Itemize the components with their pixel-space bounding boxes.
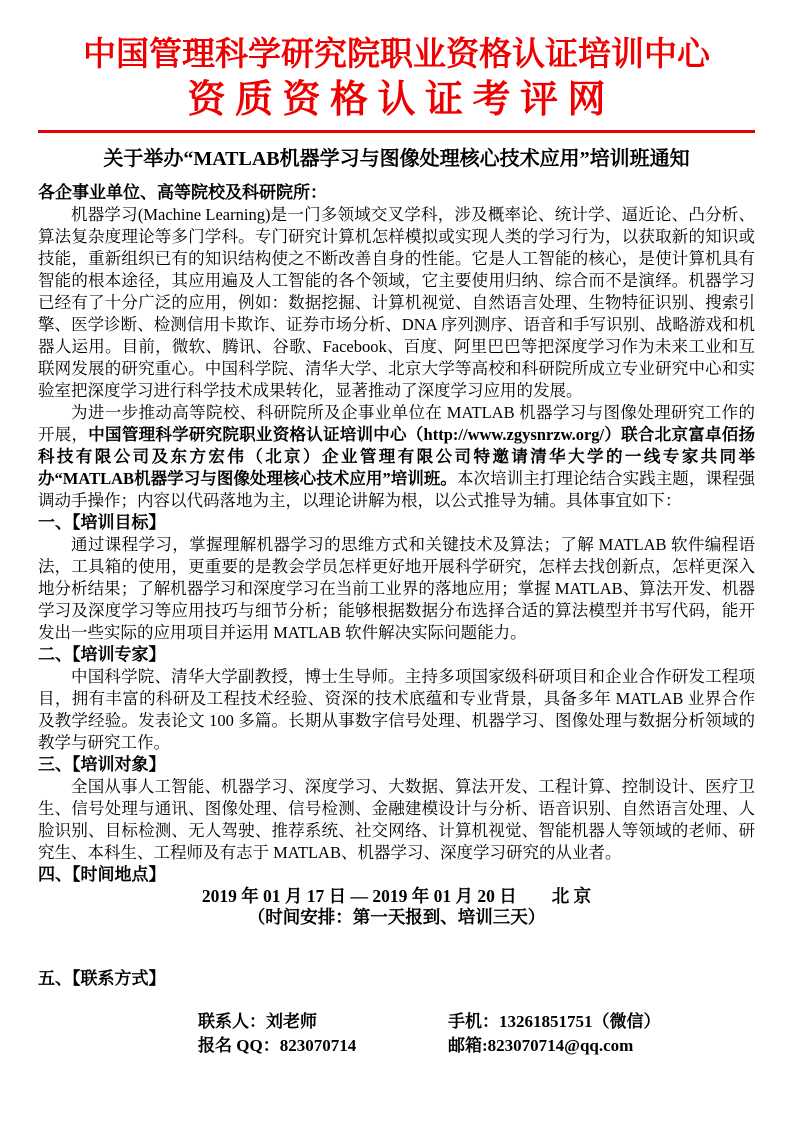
contact-qq: 报名 QQ：823070714	[198, 1035, 357, 1055]
intro-paragraph-2	[38, 402, 755, 512]
section-heading-time-location: 四、【时间地点】	[38, 864, 166, 884]
contact-row-2	[198, 1034, 755, 1058]
schedule-date-line: 2019 年 01 月 17 日 — 2019 年 01 月 20 日 北 京	[201, 885, 592, 906]
contact-email: 邮箱:823070714@qq.com	[448, 1035, 634, 1055]
letterhead	[38, 34, 755, 133]
intro-paragraph-2-lead: 为进一步推动高等院校、科研院所及企事业单位在 MATLAB 机器学习与图像处理研究工作的开展，	[38, 402, 755, 444]
section-heading-training-experts: 二、【培训专家】	[38, 644, 166, 664]
site-title: 资 质 资 格 认 证 考 评 网	[187, 78, 606, 121]
organizer-bold-statement: 中国管理科学研究院职业资格认证培训中心（http://www.zgysnrzw.org/）联合北京富卓佰扬科技有限公司及东方宏伟（北京）企业管理有限公司特邀请清华大学的一线专家共同举办“MATLAB机器学习与图像处理核心技术应用”培训班。	[38, 424, 756, 488]
contact-block	[38, 1010, 755, 1058]
section-heading-target-audience: 三、【培训对象】	[38, 754, 166, 774]
section-body-training-goals: 通过课程学习，掌握理解机器学习的思维方式和关键技术及算法；了解 MATLAB 软件编程语法，工具箱的使用，更重要的是教会学员怎样更好地开展科学研究，怎样去找创新点，怎样更深入地分析结果；了解机器学习和深度学习在当前工业界的落地应用；掌握 MATLAB、算法开发、机器学习及深度学习等应用技巧与细节分析；能够根据数据分布选择合适的算法模型并书写代码，能开发出一些实际的应用项目并运用 MATLAB 软件解决实际问题能力。	[38, 534, 755, 642]
notice-title: 关于举办“MATLAB机器学习与图像处理核心技术应用”培训班通知	[103, 147, 690, 170]
intro-paragraph-1: 机器学习(Machine Learning)是一门多领域交叉学科，涉及概率论、统计学、逼近论、凸分析、算法复杂度理论等多门学科。专门研究计算机怎样模拟或实现人类的学习行为，以获取新的知识或技能，重新组织已有的知识结构使之不断改善自身的性能。它是人工智能的核心，是使计算机具有智能的根本途径，其应用遍及人工智能的各个领域，它主要使用归纳、综合而不是演绎。机器学习已经有了十分广泛的应用，例如：数据挖掘、计算机视觉、自然语言处理、生物特征识别、搜索引擎、医学诊断、检测信用卡欺诈、证券市场分析、DNA 序列测序、语音和手写识别、战略游戏和机器人运用。目前，微软、腾讯、谷歌、Facebook、百度、阿里巴巴等把深度学习作为未来工业和互联网发展的研究重心。中国科学院、清华大学、北京大学等高校和科研院所成立专业研究中心和实验室把深度学习进行科学技术成果转化，显著推动了深度学习应用的发展。	[38, 204, 755, 400]
section-heading-training-goals: 一、【培训目标】	[38, 512, 166, 532]
section-body-target-audience: 全国从事人工智能、机器学习、深度学习、大数据、算法开发、工程计算、控制设计、医疗卫生、信号处理与通讯、图像处理、信号检测、金融建模设计与分析、语音识别、自然语言处理、人脸识别、目标检测、无人驾驶、推荐系统、社交网络、计算机视觉、智能机器人等领域的老师、研究生、本科生、工程师及有志于 MATLAB、机器学习、深度学习研究的从业者。	[38, 776, 755, 862]
header-divider	[38, 130, 755, 133]
section-heading-contact: 五、【联系方式】	[38, 968, 166, 988]
intro-paragraph-2-tail: 本次培训主打理论结合实践主题，课程强调动手操作；内容以代码落地为主，以理论讲解为根，以公式推导为辅。具体事宜如下：	[38, 468, 756, 510]
schedule-note-line: （时间安排：第一天报到、培训三天）	[247, 906, 546, 927]
salutation: 各企事业单位、高等院校及科研院所：	[38, 182, 327, 202]
section-body-training-experts: 中国科学院、清华大学副教授，博士生导师。主持多项国家级科研项目和企业合作研发工程项目，拥有丰富的科研及工程技术经验、资深的技术底蕴和专业背景，具备多年 MATLAB 业界合作及教学经验。发表论文 100 多篇。长期从事数字信号处理、机器学习、图像处理与数据分析领域的教学与研究工作。	[38, 666, 755, 752]
contact-person: 联系人：刘老师	[198, 1011, 317, 1031]
contact-row-1	[198, 1010, 755, 1034]
contact-phone: 手机：13261851751（微信）	[448, 1011, 661, 1031]
org-title: 中国管理科学研究院职业资格认证培训中心	[83, 37, 710, 73]
